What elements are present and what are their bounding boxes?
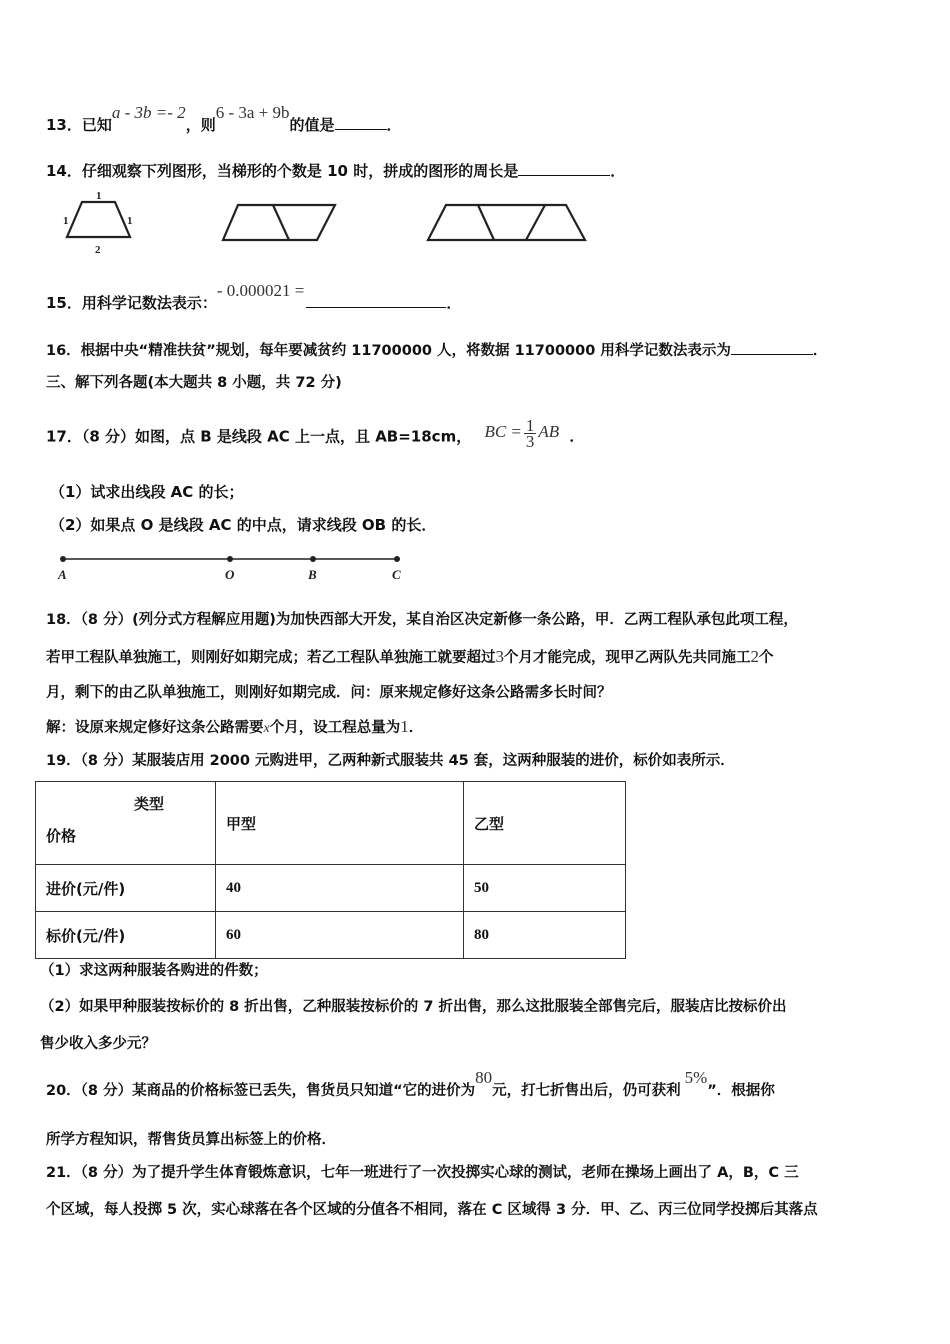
equation-given: a - 3b =- 2 xyxy=(111,103,186,122)
row-label: 进价(元/件) xyxy=(36,865,216,912)
text: ． xyxy=(386,116,402,134)
text: ，则 xyxy=(185,116,216,134)
table-header-cell: 乙型 xyxy=(464,782,626,865)
table-cell: 60 xyxy=(216,912,464,959)
text: ． xyxy=(812,343,828,359)
variable: x xyxy=(263,721,270,736)
question-17-part-1: （1）试求出线段 AC 的长； xyxy=(50,483,244,501)
label-right: 1 xyxy=(127,215,133,227)
question-text: 15．用科学记数法表示： xyxy=(46,294,217,312)
label-bottom: 2 xyxy=(95,244,101,256)
question-15 xyxy=(46,281,462,313)
label-top: 1 xyxy=(96,190,102,202)
formula-left: BC = xyxy=(484,422,522,442)
text: 个月，设工程总量为 xyxy=(269,720,401,736)
number: 2 xyxy=(750,647,759,666)
label-left: 1 xyxy=(63,215,69,227)
question-14 xyxy=(46,161,625,181)
question-18-line-2 xyxy=(46,647,774,668)
text: 个 xyxy=(759,650,774,666)
price-table xyxy=(35,781,626,959)
table-row xyxy=(36,865,626,912)
question-18-solution xyxy=(46,717,423,739)
formula-right: AB xyxy=(538,422,560,442)
fraction-denominator: 3 xyxy=(525,432,535,451)
header-price: 价格 xyxy=(46,827,77,845)
answer-blank[interactable] xyxy=(518,161,610,176)
question-19-part-2-cont: 售少收入多少元？ xyxy=(40,1036,156,1052)
question-19-part-1: （1）求这两种服装各购进的件数； xyxy=(40,963,268,979)
text: 个月才能完成，现甲乙两队先共同施工 xyxy=(504,650,751,666)
point-label-a: A xyxy=(58,567,67,582)
text: 20．（8 分）某商品的价格标签已丢失，售货员只知道“它的进价为 xyxy=(46,1083,476,1099)
table-header-cell: 甲型 xyxy=(216,782,464,865)
question-number: 13． xyxy=(46,116,82,134)
section-title: 三、解下列各题(本大题共 8 小题，共 72 分) xyxy=(46,375,342,391)
table-header-row xyxy=(36,782,626,865)
text: ． xyxy=(569,427,585,446)
question-19-part-2: （2）如果甲种服装按标价的 8 折出售，乙种服装按标价的 7 折出售，那么这批服装全部售完后，服装店比按标价出 xyxy=(40,999,787,1015)
question-21-line-2: 个区域，每人投掷 5 次，实心球落在各个区域的分值各不相同，落在 C 区域得 3 分．甲、乙、丙三位同学投掷后其落点 xyxy=(46,1202,818,1218)
text: 已知 xyxy=(81,116,112,134)
text: 解：设原来规定修好这条公路需要 xyxy=(46,720,264,736)
answer-blank[interactable] xyxy=(731,340,813,355)
question-17 xyxy=(46,416,585,453)
text: ． xyxy=(446,294,462,312)
table-header-corner xyxy=(36,782,216,865)
question-18-line-3: 月，剩下的由乙队单独施工，则刚好如期完成．问：原来规定修好这条公路需多长时间？ xyxy=(46,685,612,701)
number: 5% xyxy=(684,1068,708,1087)
point-label-c: C xyxy=(392,567,401,582)
question-17-part-2: （2）如果点 O 是线段 AC 的中点，请求线段 OB 的长． xyxy=(50,516,437,534)
answer-blank[interactable] xyxy=(306,293,446,308)
number: 80 xyxy=(475,1068,493,1087)
question-16 xyxy=(46,340,827,361)
formula xyxy=(484,416,563,451)
question-18-line-1: 18．（8 分）(列分式方程解应用题)为加快西部大开发，某自治区决定新修一条公路，甲．乙两工程队承包此项工程， xyxy=(46,612,798,628)
text: ”．根据你 xyxy=(707,1083,775,1099)
text: 元，打七折售出后，仍可获利 xyxy=(492,1083,681,1099)
text: 的值是 xyxy=(289,116,335,134)
question-13 xyxy=(46,103,402,135)
number: 3 xyxy=(495,647,504,666)
point-label-o: O xyxy=(225,567,235,582)
question-text: 17．（8 分）如图，点 B 是线段 AC 上一点，且 AB=18cm， xyxy=(46,427,472,446)
text: ． xyxy=(408,720,424,736)
table-row xyxy=(36,912,626,959)
text: ． xyxy=(610,162,626,180)
question-21-line-1: 21．（8 分）为了提升学生体育锻炼意识，七年一班进行了一次投掷实心球的测试，老师在操场上画出了 A，B，C 三 xyxy=(46,1165,799,1181)
table-cell: 50 xyxy=(464,865,626,912)
question-text: 14．仔细观察下列图形，当梯形的个数是 10 时，拼成的图形的周长是 xyxy=(46,162,519,180)
question-19: 19．（8 分）某服装店用 2000 元购进甲，乙两种新式服装共 45 套，这两种服装的进价，标价如表所示． xyxy=(46,753,735,769)
expression: - 0.000021 = xyxy=(216,281,305,300)
fraction-numerator: 1 xyxy=(525,416,535,435)
trapezoid-figures xyxy=(55,190,615,260)
answer-blank[interactable] xyxy=(335,115,387,130)
point-label-b: B xyxy=(308,567,317,582)
question-20-line-1 xyxy=(46,1068,775,1101)
header-type: 类型 xyxy=(133,795,164,813)
table-cell: 40 xyxy=(216,865,464,912)
text: 若甲工程队单独施工，则刚好如期完成；若乙工程队单独施工就要超过 xyxy=(46,650,496,666)
question-text: 16．根据中央“精准扶贫”规划，每年要减贫约 11700000 人，将数据 11700000 用科学记数法表示为 xyxy=(46,343,731,359)
table-cell: 80 xyxy=(464,912,626,959)
expression: 6 - 3a + 9b xyxy=(215,103,290,122)
number: 1 xyxy=(400,717,409,736)
question-20-line-2: 所学方程知识，帮售货员算出标签上的价格． xyxy=(46,1132,336,1148)
line-segment-figure xyxy=(50,550,410,584)
row-label: 标价(元/件) xyxy=(36,912,216,959)
